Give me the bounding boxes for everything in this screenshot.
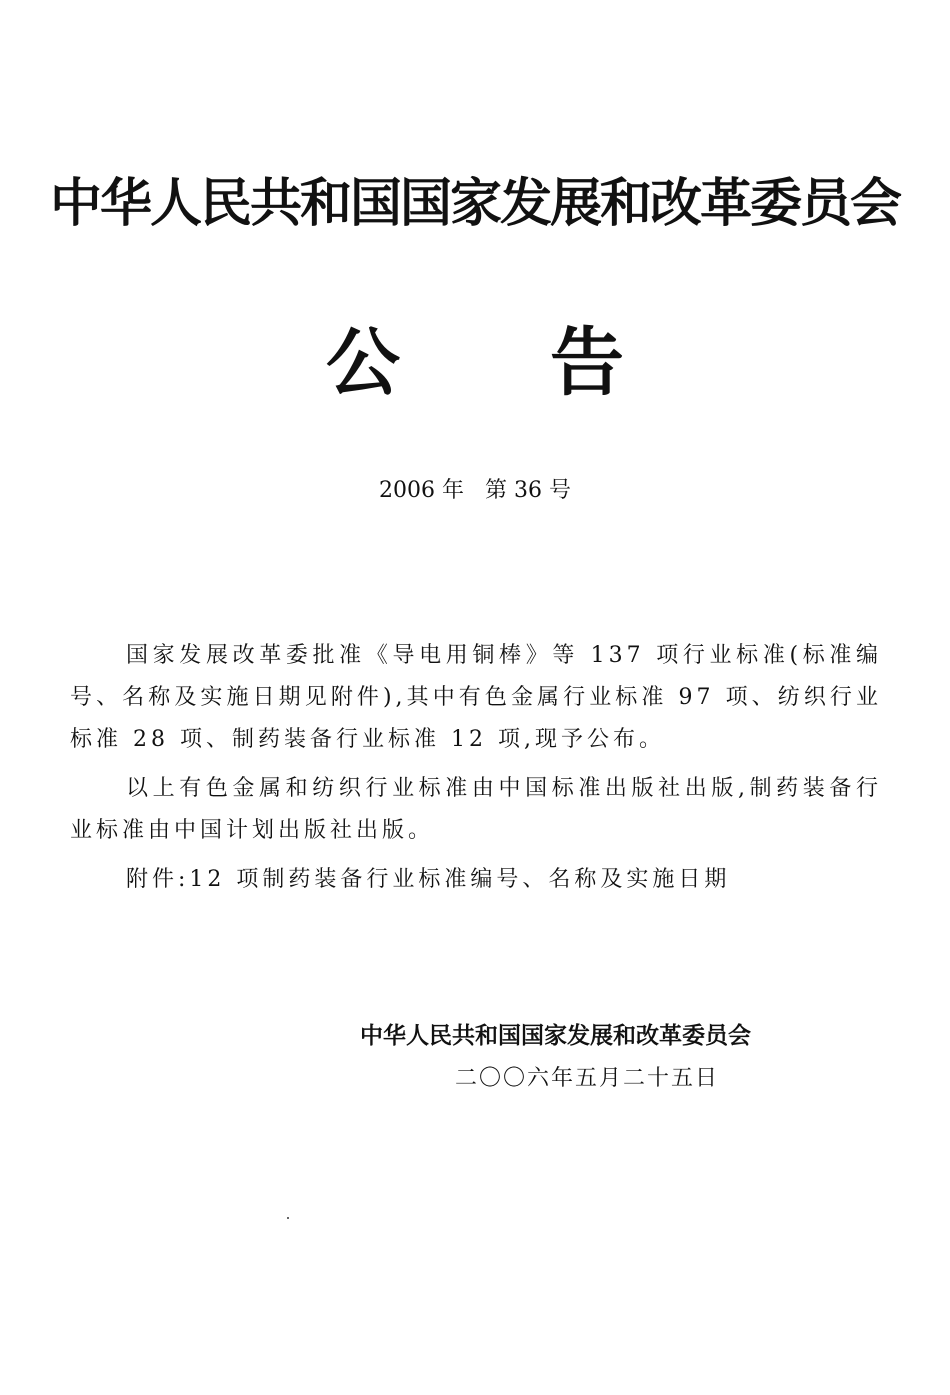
issuer-title: 中华人民共和国国家发展和改革委员会: [49, 174, 900, 234]
attachment-line: 附件:12 项制药装备行业标准编号、名称及实施日期: [126, 867, 731, 892]
document-number: 2006 年 第 36 号: [379, 478, 571, 503]
announcement-body: [70, 635, 882, 908]
scan-speck: [287, 1217, 289, 1219]
signature-issuer: 中华人民共和国国家发展和改革委员会: [360, 1023, 751, 1049]
body-paragraph-1: 国家发展改革委批准《导电用铜棒》等 137 项行业标准(标准编号、名称及实施日期见附件),其中有色金属行业标准 97 项、纺织行业标准 28 项、制药装备行业标准 12 项,现予公布。: [70, 643, 882, 752]
body-paragraph-2: 以上有色金属和纺织行业标准由中国标准出版社出版,制药装备行业标准由中国计划出版社出版。: [70, 776, 882, 843]
document-type-heading: 公告: [326, 320, 774, 406]
issue-date: 二〇〇六年五月二十五日: [455, 1066, 720, 1091]
